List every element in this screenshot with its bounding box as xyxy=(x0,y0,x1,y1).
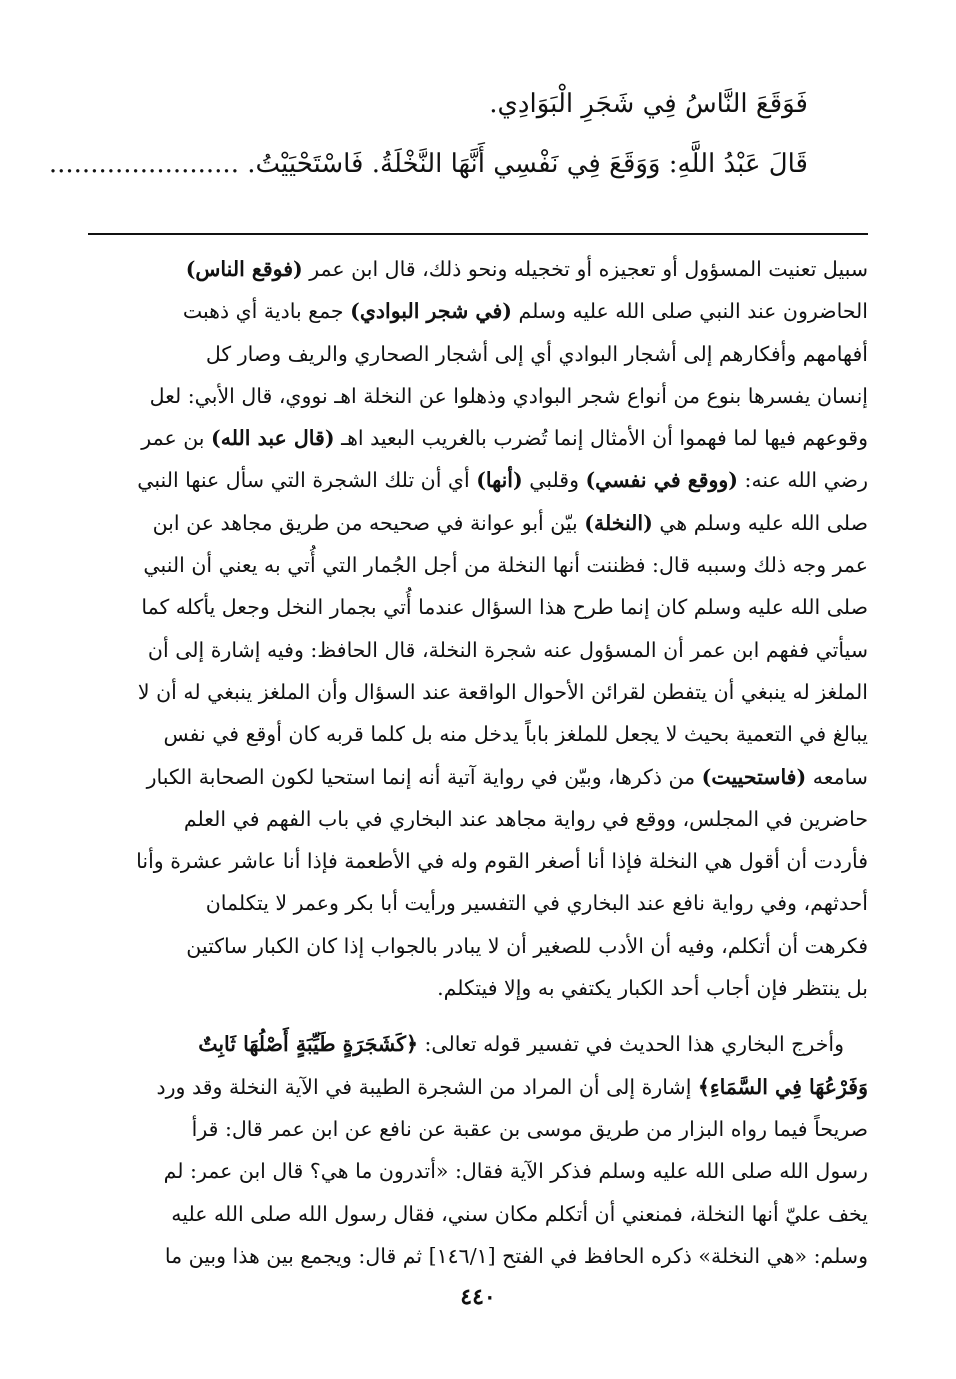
line-text: فكرهت أن أتكلم، وفيه أن الأدب للصغير أن لا يبادر بالجواب إذا كان الكبار ساكتين xyxy=(186,933,868,958)
line-text: سامعه xyxy=(806,764,868,789)
commentary-line xyxy=(88,840,868,882)
hadith-line-2-text: قَالَ عَبْدُ اللَّهِ: وَوَقَعَ فِي نَفْسِي أَنَّهَا النَّخْلَةُ. فَاسْتَحْيَيْتُ. xyxy=(247,149,808,179)
commentary-line xyxy=(88,1150,868,1192)
line-text: صلى الله عليه وسلم هي xyxy=(652,510,868,535)
highlighted-phrase: ﴿كَشَجَرَةٍ طَيِّبَةٍ أَصْلُهَا ثَابِتٌ xyxy=(198,1032,418,1057)
highlighted-phrase: (فوقع الناس) xyxy=(185,257,303,281)
line-text: يبالغ في التعمية بحيث لا يجعل للملغز باباً يدخل منه بل كلما قربه كان أوقع في نفس xyxy=(163,722,868,747)
line-text: من ذكرها، وبيّن في رواية آتية أنه إنما استحيا لكون الصحابة الكبار xyxy=(146,764,702,789)
commentary-text xyxy=(88,248,868,1277)
commentary-line xyxy=(88,925,868,967)
line-text: جمع بادية أي ذهبت xyxy=(182,299,351,324)
commentary-line xyxy=(88,798,868,840)
line-text: رسول الله صلى الله عليه وسلم فذكر الآية فقال: «أتدرون ما هي؟ قال ابن عمر: لم xyxy=(163,1159,868,1184)
line-text: صلى الله عليه وسلم كان إنما طرح هذا السؤال عندما أُتي بجمار النخل وجعل يأكله كما xyxy=(141,595,868,620)
commentary-line xyxy=(88,671,868,713)
line-text: عمر وجه ذلك وسببه قال: فظننت أنها النخلة من أجل الجُمار التي أُتي به يعني أن النبي xyxy=(143,553,868,578)
commentary-line xyxy=(88,459,868,501)
commentary-line xyxy=(88,967,868,1009)
commentary-line xyxy=(88,417,868,459)
line-text: صريحاً فيما رواه البزار من طريق موسى بن عقبة عن نافع عن ابن عمر قال: قرأ xyxy=(191,1116,868,1141)
commentary-line xyxy=(88,248,868,290)
hadith-line-2 xyxy=(48,134,808,194)
line-text: وسلم: «هي النخلة» ذكره الحافظ في الفتح [١٤٦/١] ثم قال: ويجمع بين هذا وبين ما xyxy=(164,1243,868,1268)
highlighted-phrase: (قال عبد الله) xyxy=(211,426,335,451)
page-number: ٤٤٠ xyxy=(460,1284,496,1310)
commentary-line xyxy=(88,1193,868,1235)
line-text: يخف عليّ أنها النخلة، فمنعني أن أتكلم مكان سني، فقال رسول الله صلى الله عليه xyxy=(171,1201,868,1226)
line-text: بيّن أبو عوانة في صحيحه من طريق مجاهد عن ابن xyxy=(152,510,585,535)
commentary-line xyxy=(88,1108,868,1150)
commentary-line xyxy=(88,1066,868,1108)
hadith-line-1-text: فَوَقَعَ النَّاسُ فِي شَجَرِ الْبَوَادِي. xyxy=(489,89,808,119)
commentary-line xyxy=(88,713,868,755)
highlighted-phrase: (ووقع في نفسي) xyxy=(585,468,739,493)
line-text: وقلبي xyxy=(522,468,586,493)
hadith-line-1 xyxy=(80,74,808,134)
commentary-line xyxy=(88,1023,868,1065)
ellipsis-dots: ....................... xyxy=(48,149,239,179)
highlighted-phrase: (في شجر البوادي) xyxy=(350,299,512,324)
separator-rule xyxy=(88,233,868,235)
line-text: الحاضرون عند النبي صلى الله عليه وسلم xyxy=(512,299,868,324)
line-text: أحدثهم، وفي رواية نافع عند البخاري في التفسير ورأيت أبا بكر وعمر لا يتكلمان xyxy=(205,891,868,916)
highlighted-phrase: وَفَرْعُهَا فِي السَّمَاءِ﴾ xyxy=(697,1074,868,1099)
line-text: إشارة إلى أن المراد من الشجرة الطيبة في الآية النخلة وقد ورد xyxy=(156,1074,698,1099)
line-text: سيأتي ففهم ابن عمر أن المسؤول عنه شجرة النخلة، قال الحافظ: وفيه إشارة إلى أن xyxy=(147,637,868,662)
commentary-line xyxy=(88,375,868,417)
commentary-paragraph-1 xyxy=(88,248,868,1009)
line-text: وأخرج البخاري هذا الحديث في تفسير قوله تعالى: xyxy=(418,1032,844,1057)
hadith-text xyxy=(48,74,808,194)
line-text: فأردت أن أقول هي النخلة فإذا أنا أصغر القوم وله في الأطعمة فإذا أنا عاشر عشرة وأنا xyxy=(136,849,868,874)
line-text: رضي الله عنه: xyxy=(738,468,868,493)
commentary-line xyxy=(88,290,868,332)
commentary-line xyxy=(88,333,868,375)
line-text: وقوعهم فيها لما فهموا أن الأمثال إنما تُضرب بالغريب البعيد اهـ xyxy=(334,426,868,451)
line-text: سبيل تعنيت المسؤول أو تعجيزه أو تخجيله ونحو ذلك، قال ابن عمر xyxy=(302,257,868,281)
highlighted-phrase: (أنها) xyxy=(476,468,523,493)
line-text: الملغز له ينبغي أن يتفطن لقرائن الأحوال الواقعة عند السؤال وأن الملغز ينبغي له أن لا xyxy=(137,679,868,704)
line-text: بل ينتظر فإن أجاب أحد الكبار يكتفي به وإلا فيتكلم. xyxy=(437,976,868,1001)
line-text: إنسان يفسرها بنوع من أنواع شجر البوادي وذهلوا عن النخلة اهـ نووي، قال الأبي: لعل xyxy=(149,383,868,408)
commentary-line xyxy=(88,586,868,628)
commentary-paragraph-2 xyxy=(88,1023,868,1277)
line-text: بن عمر xyxy=(141,426,212,451)
commentary-line xyxy=(88,882,868,924)
commentary-line xyxy=(88,544,868,586)
commentary-line xyxy=(88,502,868,544)
commentary-line xyxy=(88,629,868,671)
highlighted-phrase: (فاستحييت) xyxy=(701,764,807,789)
commentary-line xyxy=(88,1235,868,1277)
line-text: أي أن تلك الشجرة التي سأل عنها النبي xyxy=(137,468,477,493)
line-text: حاضرين في المجلس، ووقع في رواية مجاهد عند البخاري في باب الفهم في العلم xyxy=(183,806,868,831)
line-text: أفهامهم وأفكارهم إلى أشجار البوادي أي إلى أشجار الصحاري والريف وصار كل xyxy=(205,341,868,366)
commentary-line xyxy=(88,756,868,798)
highlighted-phrase: (النخلة) xyxy=(584,510,653,535)
